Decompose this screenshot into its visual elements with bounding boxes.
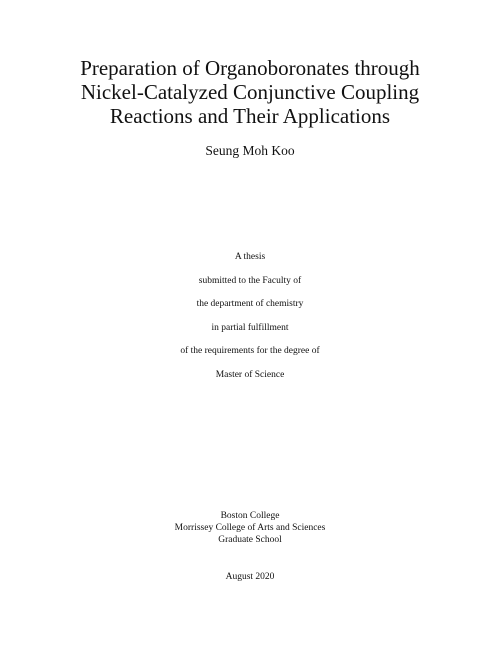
statement-line: in partial fulfillment bbox=[211, 322, 289, 333]
institution-line: Morrissey College of Arts and Sciences bbox=[174, 523, 326, 533]
statement-line: A thesis bbox=[234, 252, 266, 262]
submission-date: August 2020 bbox=[225, 572, 275, 582]
author-name: Seung Moh Koo bbox=[205, 143, 295, 158]
institution-block bbox=[0, 510, 500, 546]
institution-line: Boston College bbox=[220, 511, 280, 521]
statement-line: submitted to the Faculty of bbox=[198, 275, 302, 286]
institution-line: Graduate School bbox=[218, 535, 282, 545]
thesis-title bbox=[40, 56, 460, 128]
thesis-title-line: Preparation of Organoboronates through bbox=[80, 56, 420, 80]
thesis-title-line: Nickel-Catalyzed Conjunctive Coupling bbox=[80, 80, 420, 104]
thesis-title-line: Reactions and Their Applications bbox=[109, 104, 391, 128]
statement-line: Master of Science bbox=[215, 369, 285, 380]
statement-line: the department of chemistry bbox=[196, 299, 304, 309]
statement-line: of the requirements for the degree of bbox=[180, 346, 320, 356]
thesis-statement bbox=[0, 251, 500, 392]
